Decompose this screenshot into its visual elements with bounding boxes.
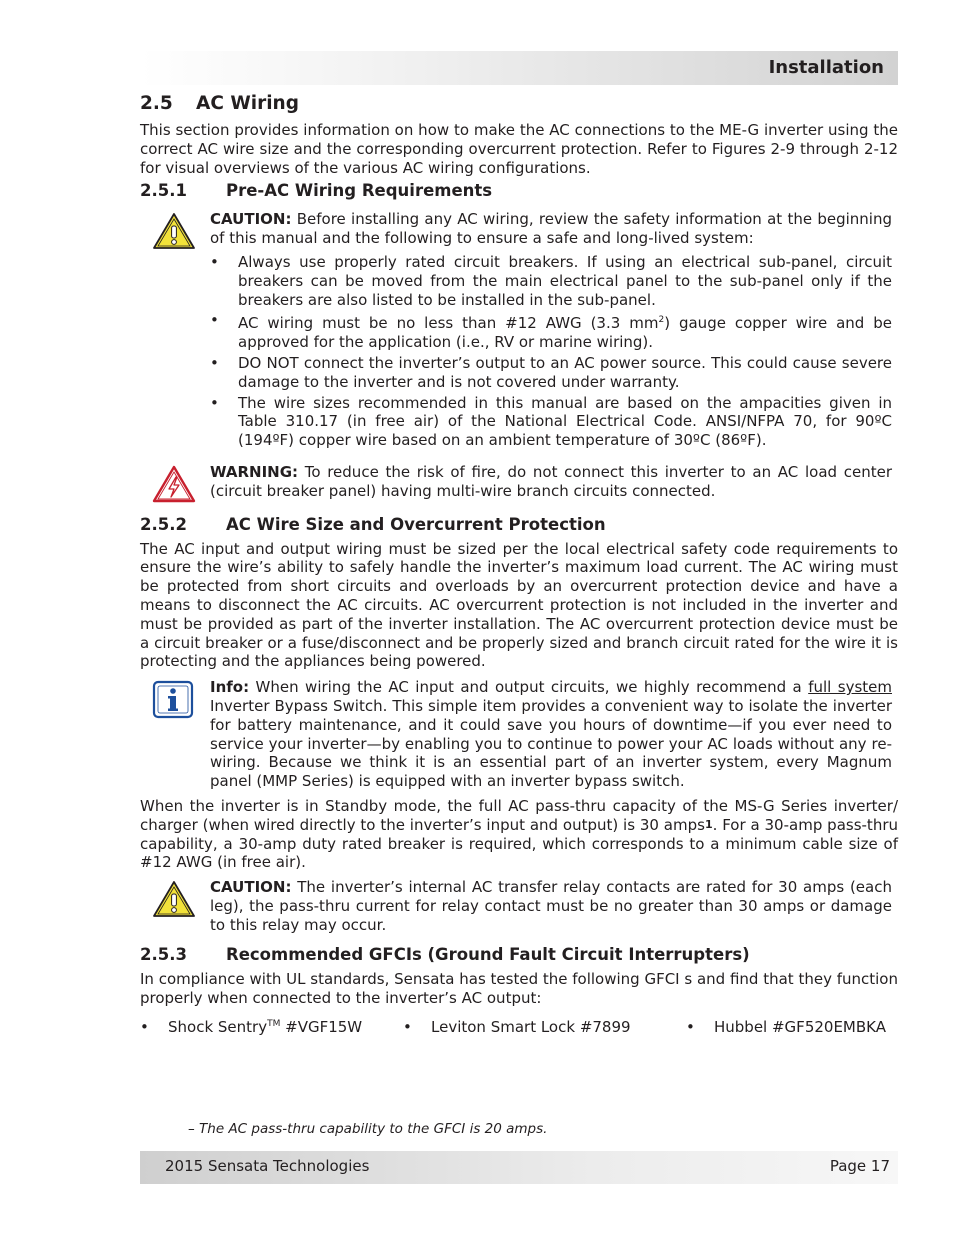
- gfci-item-text: #VGF15W: [280, 1018, 363, 1037]
- paragraph: [140, 797, 898, 872]
- list-item-text: ) gauge copper wire and be approved for the application (i.e., RV or marine wiring).: [238, 314, 893, 352]
- subsection-heading-2-5-1: [140, 181, 898, 200]
- list-item: • Always use properly rated circuit breakers. If using an electrical sub-panel, circuit breakers can be moved from the main electrical panel to the sub-panel only if the breakers are also listed to be installed in the sub-panel.: [210, 253, 892, 309]
- caution-body: The inverter’s internal AC transfer relay contacts are rated for 30 amps (each leg), the pass-thru current for relay contact must be no greater than 30 amps or damage to this relay may occur.: [210, 878, 892, 934]
- superscript: 2: [658, 315, 665, 326]
- section-number: 2.5: [140, 93, 173, 114]
- subsection-title: Pre-AC Wiring Requirements: [226, 181, 493, 201]
- gfci-item: [140, 1018, 403, 1036]
- footer-copyright: 2015 Sensata Technologies: [165, 1157, 370, 1175]
- caution-note-2: [140, 878, 898, 934]
- gfci-list: [140, 1018, 898, 1036]
- paragraph: In compliance with UL standards, Sensata has tested the following GFCI s and find that they function properly when connected to the inverter’s AC output:: [140, 970, 898, 1008]
- header-title: Installation: [768, 57, 884, 78]
- page-number: Page 17: [829, 1157, 890, 1175]
- caution-text: [210, 210, 892, 248]
- paragraph-text: When the inverter is in Standby mode, the full AC pass-thru capacity of the MS-G Series inverter/ charger (when wired directly to the inverter’s input and output) is 30 amps: [140, 796, 898, 834]
- list-item: • DO NOT connect the inverter’s output to an AC power source. This could cause severe damage to the inverter and is not covered under warranty.: [210, 354, 892, 392]
- warning-body: To reduce the risk of fire, do not connect this inverter to an AC load center (circuit breaker panel) having multi-wire branch circuits connected.: [210, 462, 892, 500]
- subsection-title: Recommended GFCIs (Ground Fault Circuit Interrupters): [226, 945, 750, 965]
- section-title: AC Wiring: [196, 93, 299, 114]
- footer-bar: [140, 1151, 898, 1184]
- list-item: [210, 311, 892, 352]
- list-item-text: AC wiring must be no less than #12 AWG (3.3 mm: [238, 314, 659, 333]
- footnote: – The AC pass-thru capability to the GFCI is 20 amps.: [188, 1121, 548, 1137]
- caution-icon: [152, 880, 196, 922]
- warning-label: WARNING:: [210, 462, 299, 481]
- section-heading: [140, 93, 898, 114]
- caution-label: CAUTION:: [210, 210, 292, 229]
- paragraph: The AC input and output wiring must be sized per the local electrical safety code requirements to ensure the wire’s ability to safely handle the inverter’s maximum load current. The AC wiring must be protected from short circuits and overloads by an overcurrent protection device and have a means to disconnect the AC circuits. AC overcurrent protection is not included in the inverter and must be provided as part of the inverter installation. The AC overcurrent protection device must be a circuit breaker or a fuse/disconnect and be properly sized and branch circuit rated for the wire it is protecting and the appliances being powered.: [140, 539, 898, 671]
- header-bar: [140, 51, 898, 85]
- requirements-list: [210, 253, 892, 450]
- subsection-title: AC Wire Size and Overcurrent Protection: [226, 514, 606, 534]
- caution-body: Before installing any AC wiring, review the safety information at the beginning of this manual and the following to ensure a safe and long-lived system:: [210, 210, 892, 248]
- warning-text: [210, 463, 892, 501]
- paragraph-text: . For a 30-amp pass-thru capability, a 30-amp duty rated breaker is required, which corresponds to a minimum cable size of #12 AWG (in free air).: [140, 815, 898, 872]
- page-content: [140, 93, 898, 1036]
- subsection-number: 2.5.3: [140, 945, 187, 965]
- info-text: [210, 678, 892, 791]
- subsection-heading-2-5-3: [140, 945, 898, 964]
- subsection-heading-2-5-2: [140, 515, 898, 534]
- gfci-item: • Leviton Smart Lock #7899: [403, 1018, 686, 1036]
- caution-note-1: [140, 210, 898, 450]
- info-label: Info:: [210, 678, 250, 697]
- caution-icon: [152, 212, 196, 254]
- shock-warning-icon: [152, 465, 196, 507]
- info-body: Inverter Bypass Switch. This simple item provides a convenient way to isolate the inverter for battery maintenance, and it could save you hours of downtime—if you ever need to service your inverter—by enabling you to continue to power your AC loads without any re-wiring. Because we think it is an essential part of an inverter system, every Magnum panel (MMP Series) is equipped with an inverter bypass switch.: [210, 696, 892, 791]
- info-icon: [152, 680, 196, 724]
- caution-label: CAUTION:: [210, 878, 292, 897]
- info-note: [140, 678, 898, 791]
- info-body: When wiring the AC input and output circuits, we highly recommend a: [249, 678, 809, 697]
- caution-text: [210, 878, 892, 934]
- subsection-number: 2.5.1: [140, 181, 187, 201]
- subsection-number: 2.5.2: [140, 514, 187, 534]
- trademark-sup: TM: [267, 1019, 281, 1030]
- footnote-mark: 1: [704, 817, 713, 831]
- section-intro: This section provides information on how to make the AC connections to the ME-G inverter using the correct AC wire size and the corresponding overcurrent protection. Refer to Figures 2-9 through 2-12 for visual overviews of the various AC wiring configurations.: [140, 121, 898, 177]
- gfci-item: • Hubbel #GF520EMBKA: [686, 1018, 886, 1036]
- gfci-item-text: Shock Sentry: [168, 1018, 268, 1037]
- warning-note: [140, 463, 898, 501]
- full-system-link[interactable]: full system: [808, 678, 892, 697]
- list-item: • The wire sizes recommended in this manual are based on the ampacities given in Table 310.17 (in free air) of the National Electrical Code. ANSI/NFPA 70, for 90ºC (194ºF) copper wire based on an ambient temperature of 30ºC (86ºF).: [210, 394, 892, 450]
